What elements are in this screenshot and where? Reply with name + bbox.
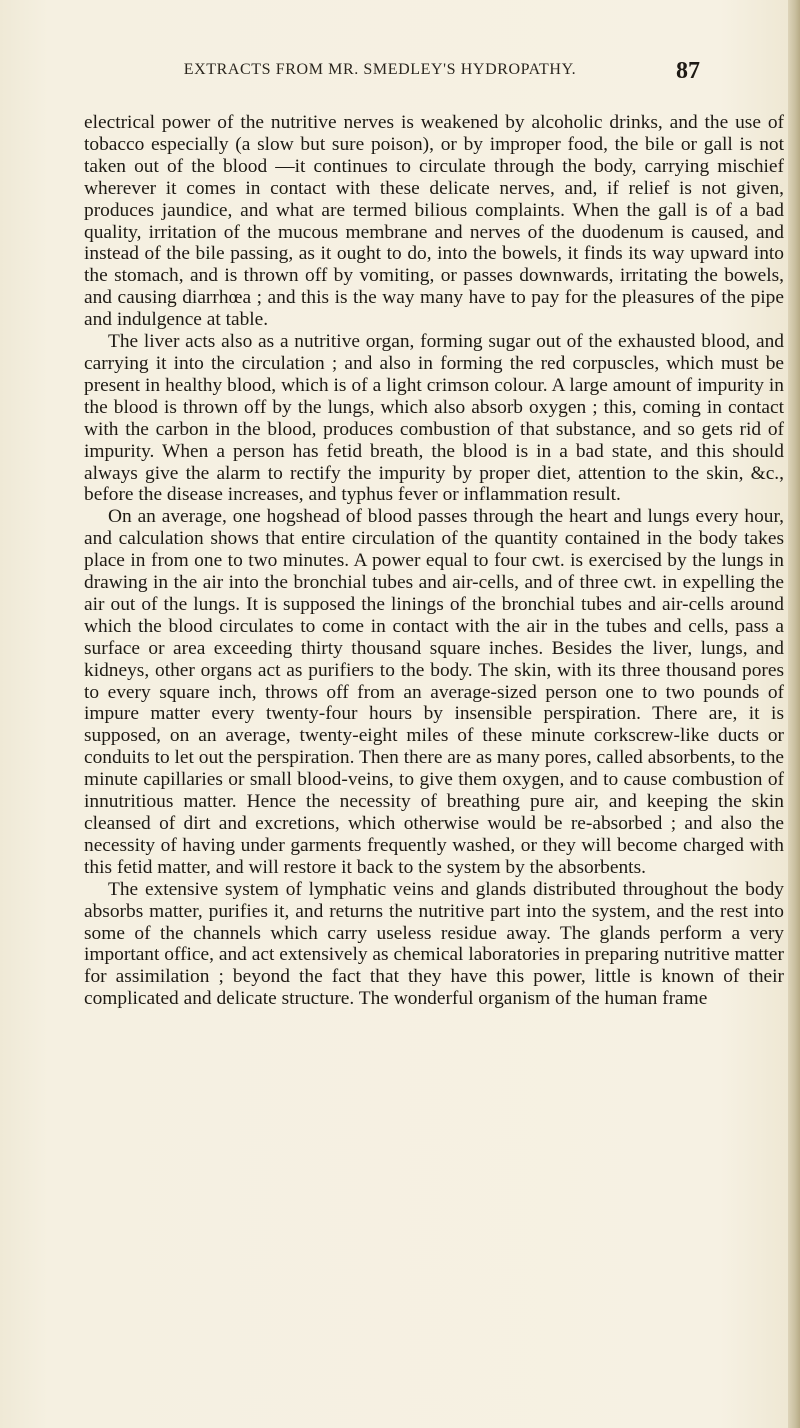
paragraph-circulation: On an average, one hogshead of blood passes through the heart and lungs every hour, and calculation shows that entire circulation of the quantity contained in the body takes place in from one to two minutes. A power equal to four cwt. is exercised by the lungs in drawing in the air into the bronchial tubes and air-cells, and of three cwt. in expelling the air out of the lungs. It is supposed the linings of the bronchial tubes and air-cells around which the blood circulates to come in contact with the air in the tubes and cells, pass a surface or area exceeding thirty thousand square inches. Besides the liver, lungs, and kidneys, other organs act as purifiers to the body. The skin, with its three thousand pores to every square inch, throws off from an average-sized person one to two pounds of impure matter every twenty-four hours by insensible perspiration. There are, it is supposed, on an average, twenty-eight miles of these minute corkscrew-like ducts or conduits to let out the perspiration. Then there are as many pores, called absorbents, to the minute capillaries or small blood-veins, to give them oxygen, and to cause combustion of innutritious matter. Hence the necessity of breathing pure air, and keeping the skin cleansed of dirt and excretions, which otherwise would be re-absorbed ; and also the necessity of having under garments frequently washed, or they will become charged with this fetid matter, and will restore it back to the system by the absorbents. [84, 506, 784, 878]
paragraph-liver: The liver acts also as a nutritive organ, forming sugar out of the exhausted blood, and carrying it into the circulation ; and also in forming the red corpuscles, which must be present in healthy blood, which is of a light crimson colour. A large amount of impurity in the blood is thrown off by the lungs, which also absorb oxygen ; this, coming in contact with the carbon in the blood, produces combustion of that substance, and so gets rid of impurity. When a person has fetid breath, the blood is in a bad state, and this should always give the alarm to rectify the impurity by proper diet, attention to the skin, &c., before the disease increases, and typhus fever or inflammation result. [84, 331, 784, 506]
page-number: 87 [676, 58, 700, 84]
page-header [0, 58, 800, 88]
body-text [84, 112, 784, 1010]
running-head: EXTRACTS FROM MR. SMEDLEY'S HYDROPATHY. [183, 61, 577, 78]
page-edge [788, 0, 800, 1428]
paragraph-lymphatic: The extensive system of lymphatic veins and glands distributed throughout the body absorbs matter, purifies it, and returns the nutritive part into the system, and the rest into some of the channels which carry useless residue away. The glands perform a very important office, and act extensively as chemical laboratories in preparing nutritive matter for assimilation ; beyond the fact that they have this power, little is known of their complicated and delicate structure. The wonderful organism of the human frame [84, 878, 784, 1010]
paragraph-bile: electrical power of the nutritive nerves is weakened by alcoholic drinks, and the use of tobacco especially (a slow but sure poison), or by improper food, the bile or gall is not taken out of the blood —it continues to circulate through the body, carrying mischief wherever it comes in contact with these delicate nerves, and, if relief is not given, produces jaundice, and what are termed bilious complaints. When the gall is of a bad quality, irritation of the mucous membrane and nerves of the duodenum is caused, and instead of the bile passing, as it ought to do, into the bowels, it finds its way upward into the stomach, and is thrown off by vomiting, or passes downwards, irritating the bowels, and causing diarrhœa ; and this is the way many have to pay for the pleasures of the pipe and indulgence at table. [84, 112, 784, 331]
